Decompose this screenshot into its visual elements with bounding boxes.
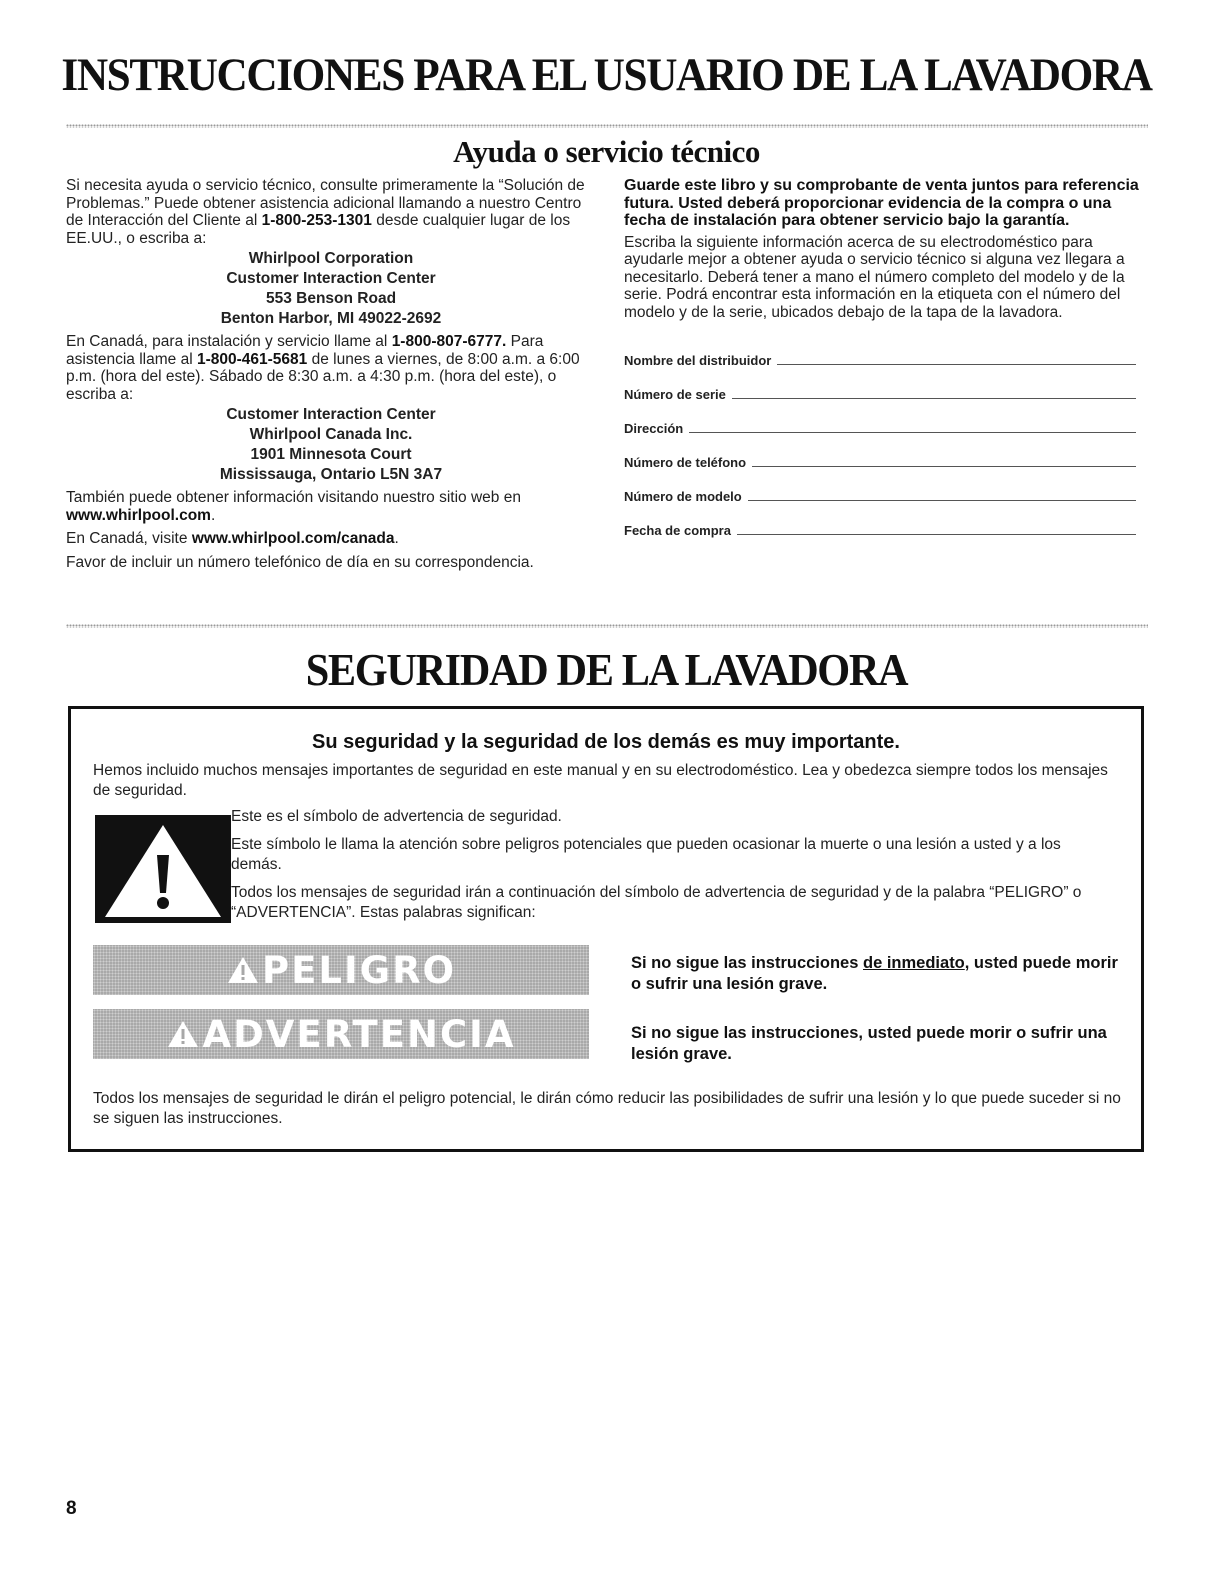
dotted-divider	[66, 624, 1148, 628]
form-field-label: Número de serie	[624, 386, 726, 402]
us-address	[66, 249, 596, 329]
help-intro	[66, 177, 596, 247]
record-info-text: Escriba la siguiente información acerca de su electrodoméstico para ayudarle mejor a obtener ayuda o servicio técnico si alguna vez llegara a necesitarlo. Deberá tener a mano el número completo del modelo y de la serie. Podrá encontrar esta información en la etiqueta con el número del modelo y de la serie, ubicados debajo de la tapa de la lavadora.	[624, 233, 1125, 321]
advertencia-word: ADVERTENCIA	[202, 1012, 516, 1056]
safety-heading: Su seguridad y la seguridad de los demás es muy importante.	[312, 731, 900, 753]
help-left-column	[66, 177, 596, 571]
help-heading: Ayuda o servicio técnico	[453, 134, 760, 169]
peligro-word: PELIGRO	[261, 948, 457, 992]
canada-install-phone: 1-800-807-6777.	[391, 333, 507, 350]
form-field-line	[689, 432, 1136, 433]
web-dot: .	[210, 506, 216, 524]
safety-alert-icon	[95, 815, 231, 923]
form-field-line	[737, 534, 1136, 535]
web-paragraph	[66, 489, 596, 524]
canada-web-link[interactable]: www.whirlpool.com/canada	[191, 530, 395, 547]
form-field-label: Dirección	[624, 420, 684, 436]
canada-install-text: En Canadá, para instalación y servicio llame al	[66, 333, 388, 350]
us-address-line: Customer Interaction Center	[226, 270, 436, 287]
advertencia-banner	[93, 1009, 589, 1059]
us-address-line: Benton Harbor, MI 49022-2692	[220, 310, 442, 327]
page-title: INSTRUCCIONES PARA EL USUARIO DE LA LAVADORA	[61, 49, 1152, 101]
form-field-dealer[interactable]	[624, 335, 1136, 369]
peligro-description	[631, 953, 1121, 995]
canada-web-text: En Canadá, visite	[66, 530, 188, 547]
peligro-desc-b: , usted puede morir o sufrir una lesión grave.	[631, 954, 1118, 993]
canada-address-line: Customer Interaction Center	[226, 406, 436, 423]
form-field-label: Número de modelo	[624, 488, 742, 504]
alert-triangle-icon	[226, 955, 260, 985]
web-link[interactable]: www.whirlpool.com	[66, 506, 211, 524]
safety-box	[68, 706, 1144, 1152]
dotted-divider	[66, 124, 1148, 128]
web-text: También puede obtener información visitando nuestro sitio web en	[66, 489, 521, 506]
form-field-address[interactable]	[624, 403, 1136, 437]
symbol-line-3: Todos los mensajes de seguridad irán a continuación del símbolo de advertencia de seguridad y de la palabra “PELIGRO” o “ADVERTENCIA”. Estas palabras significan:	[231, 884, 1082, 921]
peligro-desc-a: Si no sigue las instrucciones	[631, 954, 859, 972]
canada-address-line: Mississauga, Ontario L5N 3A7	[219, 466, 443, 483]
alert-triangle-icon	[166, 1019, 200, 1049]
form-field-phone[interactable]	[624, 437, 1136, 471]
help-right-column	[624, 177, 1149, 539]
advertencia-description: Si no sigue las instrucciones, usted puede morir o sufrir una lesión grave.	[631, 1024, 1107, 1063]
form-field-line	[748, 500, 1136, 501]
page-number: 8	[66, 1498, 77, 1519]
canada-assist-phone: 1-800-461-5681	[196, 350, 308, 368]
peligro-banner	[93, 945, 589, 995]
symbol-line-1: Este es el símbolo de advertencia de seguridad.	[231, 808, 562, 825]
help-intro-tail: desde cualquier lugar de los EE.UU., o escriba a:	[66, 212, 571, 247]
help-intro-text: Si necesita ayuda o servicio técnico, consulte primeramente la “Solución de Problemas.” Puede obtener asistencia adicional llamando a nuestro Centro de Interacción del Cliente al	[66, 177, 585, 229]
record-form	[624, 335, 1136, 539]
us-address-line: 553 Benson Road	[265, 290, 397, 307]
form-field-label: Fecha de compra	[624, 522, 731, 538]
form-field-line	[732, 398, 1136, 399]
canada-assist-text: Para asistencia llame al	[66, 333, 544, 368]
safety-intro: Hemos incluido muchos mensajes importantes de seguridad en este manual y en su electrodoméstico. Lea y obedezca siempre todos los mensajes de seguridad.	[93, 762, 1108, 799]
us-phone: 1-800-253-1301	[261, 212, 372, 229]
keep-receipt-note: Guarde este libro y su comprobante de venta juntos para referencia futura. Usted deberá proporcionar evidencia de la compra o una fecha de instalación para obtener servicio bajo la garantía.	[624, 177, 1139, 229]
canada-address	[66, 405, 596, 485]
us-address-line: Whirlpool Corporation	[248, 250, 414, 267]
phone-note: Favor de incluir un número telefónico de día en su correspondencia.	[66, 553, 534, 571]
form-field-serial[interactable]	[624, 369, 1136, 403]
canada-address-line: Whirlpool Canada Inc.	[249, 426, 413, 443]
form-field-purchase-date[interactable]	[624, 505, 1136, 539]
peligro-desc-underline: de inmediato	[863, 954, 965, 972]
form-field-label: Número de teléfono	[624, 454, 747, 470]
advertencia-signal	[166, 1013, 515, 1056]
canada-paragraph	[66, 333, 596, 403]
canada-address-line: 1901 Minnesota Court	[250, 446, 412, 463]
symbol-line-2: Este símbolo le llama la atención sobre peligros potenciales que pueden ocasionar la muerte o una lesión a usted y a los demás.	[231, 836, 1061, 873]
peligro-signal	[226, 949, 456, 992]
safety-footer: Todos los mensajes de seguridad le dirán el peligro potencial, le dirán cómo reducir las posibilidades de sufrir una lesión y lo que puede suceder si no se siguen las instrucciones.	[93, 1090, 1121, 1127]
canada-web-paragraph	[66, 530, 596, 548]
canada-web-dot: .	[394, 530, 399, 547]
form-field-line	[752, 466, 1136, 467]
form-field-line	[777, 364, 1136, 365]
form-field-model[interactable]	[624, 471, 1136, 505]
safety-title: SEGURIDAD DE LA LAVADORA	[305, 644, 908, 695]
form-field-label: Nombre del distribuidor	[624, 352, 772, 368]
canada-assist-tail: de lunes a viernes, de 8:00 a.m. a 6:00 p.m. (hora del este). Sábado de 8:30 a.m. a 4:30 p.m. (hora del este), o escriba a:	[66, 350, 580, 403]
